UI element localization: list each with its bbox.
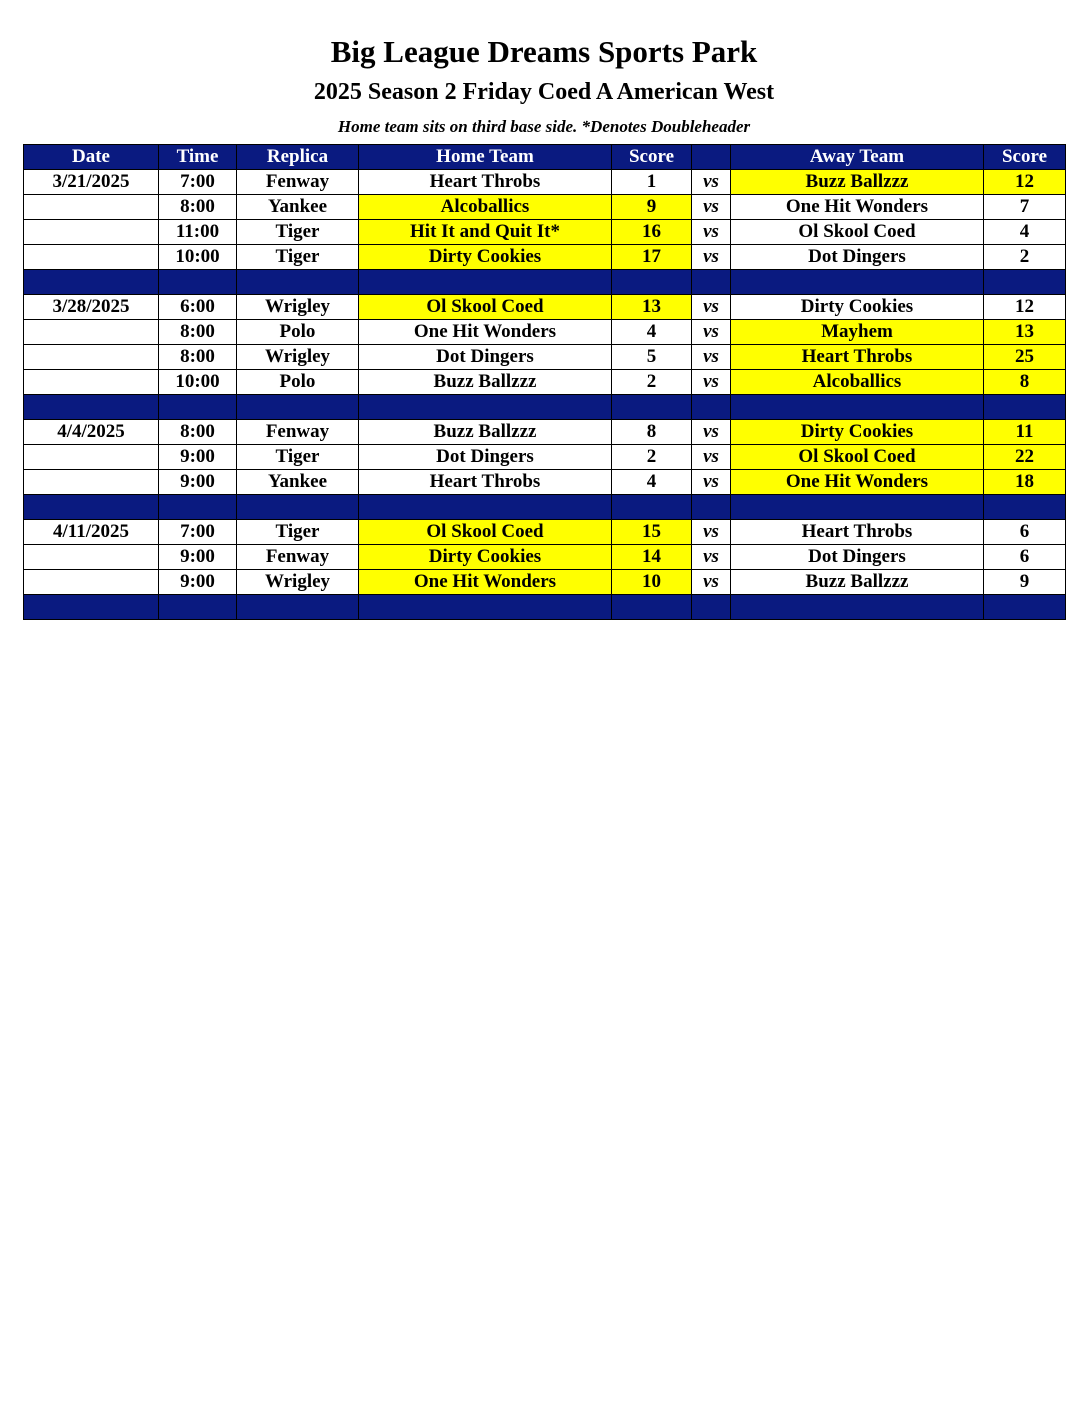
home-score-cell: 5 xyxy=(612,345,692,370)
away-score-cell: 12 xyxy=(984,295,1066,320)
home-team-cell: Dirty Cookies xyxy=(359,545,612,570)
replica-cell: Tiger xyxy=(237,245,359,270)
time-cell: 10:00 xyxy=(159,370,237,395)
away-score-cell: 6 xyxy=(984,520,1066,545)
separator-cell xyxy=(984,395,1066,420)
home-score-cell: 4 xyxy=(612,320,692,345)
separator-cell xyxy=(731,270,984,295)
separator-cell xyxy=(24,395,159,420)
separator-cell xyxy=(984,270,1066,295)
replica-cell: Yankee xyxy=(237,195,359,220)
game-row xyxy=(24,370,1066,395)
time-cell: 8:00 xyxy=(159,345,237,370)
separator-row xyxy=(24,395,1066,420)
away-score-cell: 2 xyxy=(984,245,1066,270)
replica-cell: Fenway xyxy=(237,545,359,570)
vs-cell: vs xyxy=(692,545,731,570)
game-row xyxy=(24,195,1066,220)
game-row xyxy=(24,545,1066,570)
page-note: Home team sits on third base side. *Denotes Doubleheader xyxy=(337,117,751,136)
separator-cell xyxy=(612,270,692,295)
column-header-away-team: Away Team xyxy=(731,145,984,170)
date-cell xyxy=(24,220,159,245)
separator-cell xyxy=(237,495,359,520)
separator-cell xyxy=(612,595,692,620)
home-team-cell: Dirty Cookies xyxy=(359,245,612,270)
separator-cell xyxy=(24,495,159,520)
home-score-cell: 16 xyxy=(612,220,692,245)
replica-cell: Wrigley xyxy=(237,570,359,595)
date-cell xyxy=(24,345,159,370)
away-team-cell: Heart Throbs xyxy=(731,345,984,370)
away-team-cell: One Hit Wonders xyxy=(731,470,984,495)
home-score-cell: 13 xyxy=(612,295,692,320)
date-cell xyxy=(24,245,159,270)
separator-cell xyxy=(731,395,984,420)
away-score-cell: 25 xyxy=(984,345,1066,370)
column-header-date: Date xyxy=(24,145,159,170)
home-score-cell: 8 xyxy=(612,420,692,445)
away-score-cell: 12 xyxy=(984,170,1066,195)
away-score-cell: 7 xyxy=(984,195,1066,220)
time-cell: 9:00 xyxy=(159,570,237,595)
game-row xyxy=(24,345,1066,370)
away-score-cell: 9 xyxy=(984,570,1066,595)
vs-cell: vs xyxy=(692,295,731,320)
column-header-replica: Replica xyxy=(237,145,359,170)
away-team-cell: Ol Skool Coed xyxy=(731,445,984,470)
column-header-away-score: Score xyxy=(984,145,1066,170)
time-cell: 7:00 xyxy=(159,520,237,545)
separator-cell xyxy=(237,595,359,620)
away-team-cell: One Hit Wonders xyxy=(731,195,984,220)
separator-cell xyxy=(731,495,984,520)
home-score-cell: 14 xyxy=(612,545,692,570)
vs-cell: vs xyxy=(692,470,731,495)
home-team-cell: Ol Skool Coed xyxy=(359,295,612,320)
home-score-cell: 4 xyxy=(612,470,692,495)
replica-cell: Tiger xyxy=(237,220,359,245)
replica-cell: Tiger xyxy=(237,520,359,545)
separator-cell xyxy=(984,495,1066,520)
column-header-home-score: Score xyxy=(612,145,692,170)
time-cell: 6:00 xyxy=(159,295,237,320)
game-row xyxy=(24,420,1066,445)
away-team-cell: Dirty Cookies xyxy=(731,420,984,445)
home-score-cell: 10 xyxy=(612,570,692,595)
game-row xyxy=(24,520,1066,545)
separator-row xyxy=(24,270,1066,295)
away-team-cell: Alcoballics xyxy=(731,370,984,395)
page-subtitle: 2025 Season 2 Friday Coed A American West xyxy=(313,79,775,105)
separator-cell xyxy=(731,595,984,620)
replica-cell: Yankee xyxy=(237,470,359,495)
vs-cell: vs xyxy=(692,345,731,370)
replica-cell: Polo xyxy=(237,320,359,345)
replica-cell: Wrigley xyxy=(237,295,359,320)
date-cell xyxy=(24,370,159,395)
date-cell: 3/21/2025 xyxy=(24,170,159,195)
away-team-cell: Mayhem xyxy=(731,320,984,345)
separator-cell xyxy=(612,495,692,520)
separator-cell xyxy=(692,595,731,620)
separator-cell xyxy=(237,395,359,420)
separator-cell xyxy=(24,270,159,295)
away-score-cell: 4 xyxy=(984,220,1066,245)
header-row xyxy=(24,145,1066,170)
game-row xyxy=(24,470,1066,495)
time-cell: 8:00 xyxy=(159,320,237,345)
separator-cell xyxy=(359,270,612,295)
replica-cell: Polo xyxy=(237,370,359,395)
away-score-cell: 22 xyxy=(984,445,1066,470)
replica-cell: Fenway xyxy=(237,420,359,445)
away-team-cell: Ol Skool Coed xyxy=(731,220,984,245)
separator-cell xyxy=(159,270,237,295)
vs-cell: vs xyxy=(692,320,731,345)
home-team-cell: Heart Throbs xyxy=(359,170,612,195)
date-cell xyxy=(24,570,159,595)
vs-cell: vs xyxy=(692,170,731,195)
game-row xyxy=(24,320,1066,345)
vs-cell: vs xyxy=(692,220,731,245)
away-team-cell: Heart Throbs xyxy=(731,520,984,545)
away-team-cell: Buzz Ballzzz xyxy=(731,170,984,195)
home-score-cell: 2 xyxy=(612,445,692,470)
replica-cell: Fenway xyxy=(237,170,359,195)
date-cell xyxy=(24,545,159,570)
column-header-home-team: Home Team xyxy=(359,145,612,170)
home-team-cell: Alcoballics xyxy=(359,195,612,220)
separator-cell xyxy=(359,395,612,420)
home-team-cell: Dot Dingers xyxy=(359,345,612,370)
separator-cell xyxy=(612,395,692,420)
away-score-cell: 18 xyxy=(984,470,1066,495)
game-row xyxy=(24,170,1066,195)
separator-cell xyxy=(359,595,612,620)
time-cell: 7:00 xyxy=(159,170,237,195)
home-team-cell: One Hit Wonders xyxy=(359,570,612,595)
game-row xyxy=(24,245,1066,270)
vs-cell: vs xyxy=(692,195,731,220)
separator-cell xyxy=(692,495,731,520)
vs-cell: vs xyxy=(692,370,731,395)
game-row xyxy=(24,295,1066,320)
date-cell: 4/11/2025 xyxy=(24,520,159,545)
date-cell xyxy=(24,195,159,220)
home-score-cell: 9 xyxy=(612,195,692,220)
away-team-cell: Buzz Ballzzz xyxy=(731,570,984,595)
time-cell: 8:00 xyxy=(159,420,237,445)
date-cell: 4/4/2025 xyxy=(24,420,159,445)
schedule-table xyxy=(23,144,1066,620)
home-score-cell: 15 xyxy=(612,520,692,545)
away-score-cell: 11 xyxy=(984,420,1066,445)
replica-cell: Wrigley xyxy=(237,345,359,370)
vs-cell: vs xyxy=(692,420,731,445)
separator-cell xyxy=(24,595,159,620)
home-team-cell: Heart Throbs xyxy=(359,470,612,495)
vs-cell: vs xyxy=(692,570,731,595)
home-team-cell: Buzz Ballzzz xyxy=(359,420,612,445)
home-team-cell: One Hit Wonders xyxy=(359,320,612,345)
separator-cell xyxy=(159,395,237,420)
vs-cell: vs xyxy=(692,520,731,545)
time-cell: 9:00 xyxy=(159,445,237,470)
vs-cell: vs xyxy=(692,445,731,470)
home-score-cell: 2 xyxy=(612,370,692,395)
game-row xyxy=(24,220,1066,245)
separator-cell xyxy=(984,595,1066,620)
time-cell: 9:00 xyxy=(159,470,237,495)
date-cell xyxy=(24,445,159,470)
separator-row xyxy=(24,495,1066,520)
column-header-vs xyxy=(692,145,731,170)
vs-cell: vs xyxy=(692,245,731,270)
separator-cell xyxy=(692,270,731,295)
schedule-body xyxy=(24,170,1066,620)
home-team-cell: Buzz Ballzzz xyxy=(359,370,612,395)
separator-cell xyxy=(359,495,612,520)
date-cell xyxy=(24,320,159,345)
replica-cell: Tiger xyxy=(237,445,359,470)
away-score-cell: 6 xyxy=(984,545,1066,570)
column-header-time: Time xyxy=(159,145,237,170)
time-cell: 9:00 xyxy=(159,545,237,570)
game-row xyxy=(24,570,1066,595)
home-team-cell: Dot Dingers xyxy=(359,445,612,470)
separator-cell xyxy=(159,595,237,620)
time-cell: 10:00 xyxy=(159,245,237,270)
home-score-cell: 1 xyxy=(612,170,692,195)
away-score-cell: 8 xyxy=(984,370,1066,395)
away-team-cell: Dot Dingers xyxy=(731,545,984,570)
time-cell: 8:00 xyxy=(159,195,237,220)
separator-cell xyxy=(692,395,731,420)
home-team-cell: Ol Skool Coed xyxy=(359,520,612,545)
date-cell: 3/28/2025 xyxy=(24,295,159,320)
time-cell: 11:00 xyxy=(159,220,237,245)
away-score-cell: 13 xyxy=(984,320,1066,345)
home-team-cell: Hit It and Quit It* xyxy=(359,220,612,245)
away-team-cell: Dirty Cookies xyxy=(731,295,984,320)
separator-row xyxy=(24,595,1066,620)
game-row xyxy=(24,445,1066,470)
away-team-cell: Dot Dingers xyxy=(731,245,984,270)
date-cell xyxy=(24,470,159,495)
page-title: Big League Dreams Sports Park xyxy=(330,34,758,69)
separator-cell xyxy=(237,270,359,295)
separator-cell xyxy=(159,495,237,520)
home-score-cell: 17 xyxy=(612,245,692,270)
